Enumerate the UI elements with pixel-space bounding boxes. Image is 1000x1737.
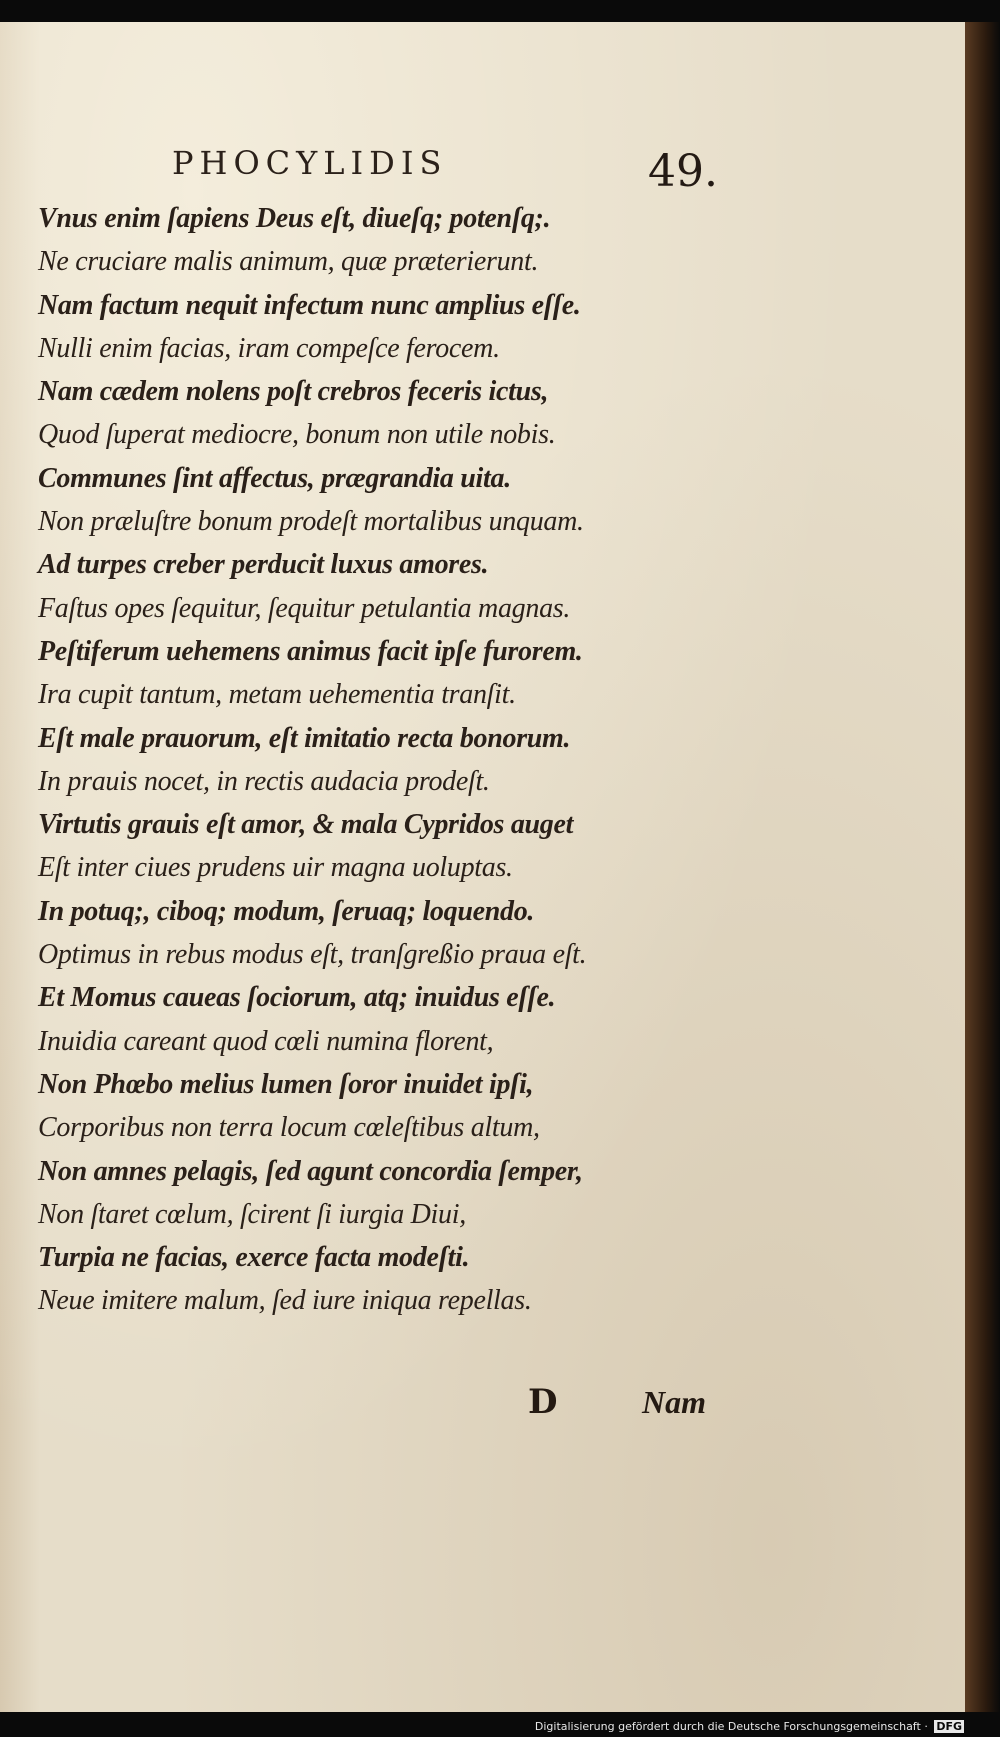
verse-line: Turpia ne facias, exerce facta modeſti.	[38, 1242, 470, 1274]
verse-line: Corporibus non terra locum cœleſtibus altum,	[38, 1112, 540, 1144]
verse-line: Faſtus opes ſequitur, ſequitur petulantia magnas.	[38, 592, 571, 624]
book-edge	[965, 22, 1000, 1712]
verse-line: Inuidia careant quod cœli numina florent,	[38, 1025, 494, 1057]
running-head: PHOCYLIDIS	[172, 144, 448, 182]
verse-line: Communes ſint affectus, prægrandia uita.	[38, 462, 511, 494]
verse-line: Non ſtaret cœlum, ſcirent ſi iurgia Diui,	[38, 1198, 466, 1230]
verse-line: Peſtiferum uehemens animus facit ipſe furorem.	[38, 635, 583, 667]
verse-line: Nam cædem nolens poſt crebros feceris ictus,	[38, 376, 549, 408]
verse-line: Et Momus caueas ſociorum, atq; inuidus eſſe.	[38, 982, 556, 1014]
verse-line: Non amnes pelagis, ſed agunt concordia ſemper,	[38, 1155, 583, 1187]
digitization-credit: Digitalisierung gefördert durch die Deutsche Forschungsgemeinschaft · DFG	[534, 1720, 962, 1733]
verse-line: Non Phœbo melius lumen ſoror inuidet ipſi,	[38, 1068, 534, 1100]
verse-line: Eſt inter ciues prudens uir magna uoluptas.	[38, 852, 513, 884]
verse-line: Neue imitere malum, ſed iure iniqua repellas.	[38, 1285, 532, 1317]
book-page	[0, 22, 967, 1712]
verse-line: Nulli enim facias, iram compeſce ferocem.	[38, 332, 500, 364]
verse-line: Non præluſtre bonum prodeſt mortalibus unquam.	[38, 506, 584, 538]
verse-line: Ne cruciare malis animum, quæ præterierunt.	[38, 246, 539, 278]
verse-line: Optimus in rebus modus eſt, tranſgreßio praua eſt.	[38, 939, 587, 971]
page-number: 49.	[648, 146, 718, 197]
dfg-logo-icon: DFG	[936, 1720, 962, 1733]
verse-line: Ad turpes creber perducit luxus amores.	[38, 549, 489, 581]
verse-line: Eſt male prauorum, eſt imitatio recta bonorum.	[38, 722, 571, 754]
verse-line: Nam factum nequit infectum nunc amplius eſſe.	[38, 289, 581, 321]
verse-line: In potuq;, ciboq; modum, ſeruaq; loquendo.	[38, 895, 535, 927]
verse-line: Quod ſuperat mediocre, bonum non utile nobis.	[38, 419, 556, 451]
verse-block	[38, 197, 738, 1323]
verse-line: In prauis nocet, in rectis audacia prodeſt.	[38, 765, 490, 797]
verse-line: Ira cupit tantum, metam uehementia tranſit.	[38, 679, 516, 711]
signature-mark: D	[528, 1382, 558, 1422]
verse-line: Vnus enim ſapiens Deus eſt, diueſq; potenſq;.	[38, 203, 551, 234]
catchword: Nam	[642, 1384, 706, 1420]
verse-line: Virtutis grauis eſt amor, & mala Cypridos auget	[38, 809, 574, 841]
credit-text: Digitalisierung gefördert durch die Deutsche Forschungsgemeinschaft	[534, 1720, 921, 1733]
